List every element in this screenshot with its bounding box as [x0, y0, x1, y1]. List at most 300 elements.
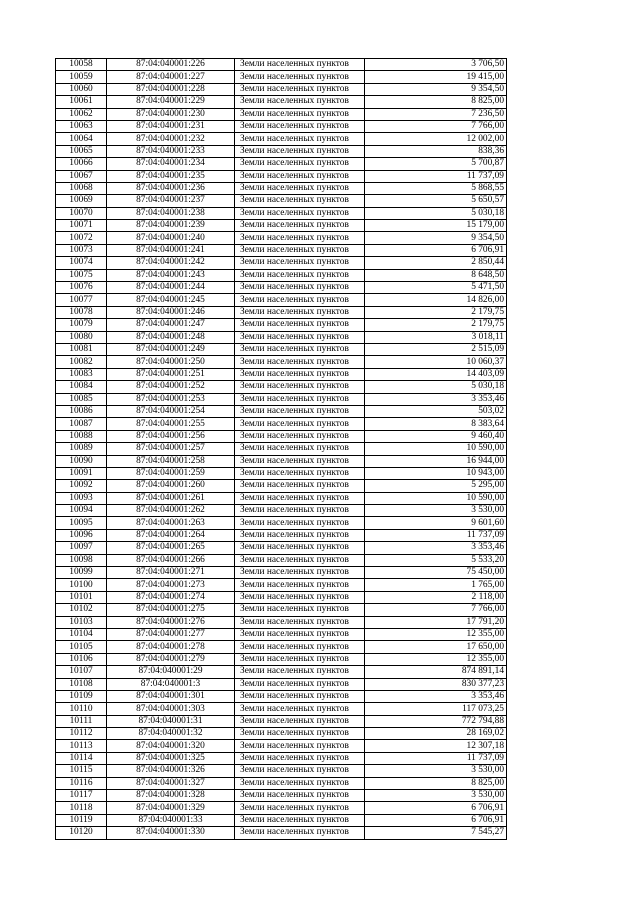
- row-number-cell: 10081: [56, 343, 107, 355]
- table-row: [56, 393, 507, 405]
- value-cell: 10 590,00: [365, 492, 507, 504]
- row-number-cell: 10097: [56, 542, 107, 554]
- table-row: [56, 195, 507, 207]
- value-cell: 5 030,18: [365, 207, 507, 219]
- land-category-cell: Земли населенных пунктов: [235, 666, 365, 678]
- land-category-cell: Земли населенных пунктов: [235, 257, 365, 269]
- cadastral-number-cell: 87:04:040001:33: [107, 814, 235, 826]
- table-row: [56, 455, 507, 467]
- value-cell: 9 460,40: [365, 430, 507, 442]
- row-number-cell: 10119: [56, 814, 107, 826]
- row-number-cell: 10113: [56, 740, 107, 752]
- land-category-cell: Земли населенных пунктов: [235, 443, 365, 455]
- value-cell: 10 590,00: [365, 443, 507, 455]
- table-row: [56, 207, 507, 219]
- land-category-cell: Земли населенных пунктов: [235, 591, 365, 603]
- land-category-cell: Земли населенных пунктов: [235, 579, 365, 591]
- table-row: [56, 480, 507, 492]
- table-row: [56, 604, 507, 616]
- land-category-cell: Земли населенных пунктов: [235, 728, 365, 740]
- land-category-cell: Земли населенных пунктов: [235, 529, 365, 541]
- land-category-cell: Земли населенных пунктов: [235, 628, 365, 640]
- cadastral-number-cell: 87:04:040001:255: [107, 418, 235, 430]
- row-number-cell: 10101: [56, 591, 107, 603]
- table-body: [56, 59, 507, 840]
- cadastral-number-cell: 87:04:040001:277: [107, 628, 235, 640]
- row-number-cell: 10078: [56, 306, 107, 318]
- cadastral-number-cell: 87:04:040001:273: [107, 579, 235, 591]
- value-cell: 9 354,50: [365, 232, 507, 244]
- cadastral-number-cell: 87:04:040001:229: [107, 96, 235, 108]
- row-number-cell: 10120: [56, 827, 107, 839]
- table-row: [56, 244, 507, 256]
- cadastral-number-cell: 87:04:040001:232: [107, 133, 235, 145]
- table-row: [56, 814, 507, 826]
- table-row: [56, 96, 507, 108]
- value-cell: 15 179,00: [365, 220, 507, 232]
- row-number-cell: 10068: [56, 182, 107, 194]
- cadastral-number-cell: 87:04:040001:254: [107, 405, 235, 417]
- row-number-cell: 10064: [56, 133, 107, 145]
- cadastral-number-cell: 87:04:040001:243: [107, 269, 235, 281]
- row-number-cell: 10093: [56, 492, 107, 504]
- value-cell: 503,02: [365, 405, 507, 417]
- table-row: [56, 220, 507, 232]
- value-cell: 3 706,50: [365, 59, 507, 71]
- table-row: [56, 257, 507, 269]
- table-row: [56, 554, 507, 566]
- cadastral-number-cell: 87:04:040001:235: [107, 170, 235, 182]
- row-number-cell: 10103: [56, 616, 107, 628]
- land-category-cell: Земли населенных пунктов: [235, 59, 365, 71]
- value-cell: 2 179,75: [365, 319, 507, 331]
- table-row: [56, 430, 507, 442]
- land-category-cell: Земли населенных пунктов: [235, 802, 365, 814]
- land-category-cell: Земли населенных пунктов: [235, 418, 365, 430]
- land-category-cell: Земли населенных пунктов: [235, 690, 365, 702]
- cadastral-number-cell: 87:04:040001:263: [107, 517, 235, 529]
- value-cell: 6 706,91: [365, 814, 507, 826]
- cadastral-number-cell: 87:04:040001:265: [107, 542, 235, 554]
- cadastral-number-cell: 87:04:040001:327: [107, 777, 235, 789]
- value-cell: 10 060,37: [365, 356, 507, 368]
- row-number-cell: 10096: [56, 529, 107, 541]
- value-cell: 3 018,11: [365, 331, 507, 343]
- land-category-cell: Земли населенных пунктов: [235, 715, 365, 727]
- land-category-cell: Земли населенных пунктов: [235, 120, 365, 132]
- land-category-cell: Земли населенных пунктов: [235, 170, 365, 182]
- value-cell: 8 648,50: [365, 269, 507, 281]
- land-category-cell: Земли населенных пунктов: [235, 554, 365, 566]
- cadastral-number-cell: 87:04:040001:328: [107, 790, 235, 802]
- value-cell: 772 794,88: [365, 715, 507, 727]
- row-number-cell: 10108: [56, 678, 107, 690]
- row-number-cell: 10073: [56, 244, 107, 256]
- cadastral-number-cell: 87:04:040001:227: [107, 71, 235, 83]
- land-category-cell: Земли населенных пунктов: [235, 641, 365, 653]
- value-cell: 19 415,00: [365, 71, 507, 83]
- cadastral-number-cell: 87:04:040001:234: [107, 158, 235, 170]
- cadastral-number-cell: 87:04:040001:261: [107, 492, 235, 504]
- land-category-cell: Земли населенных пунктов: [235, 517, 365, 529]
- land-category-cell: Земли населенных пунктов: [235, 480, 365, 492]
- table-row: [56, 827, 507, 839]
- cadastral-number-cell: 87:04:040001:226: [107, 59, 235, 71]
- cadastral-number-cell: 87:04:040001:239: [107, 220, 235, 232]
- cadastral-number-cell: 87:04:040001:29: [107, 666, 235, 678]
- cadastral-number-cell: 87:04:040001:241: [107, 244, 235, 256]
- cadastral-number-cell: 87:04:040001:330: [107, 827, 235, 839]
- table-row: [56, 269, 507, 281]
- value-cell: 9 601,60: [365, 517, 507, 529]
- land-category-cell: Земли населенных пунктов: [235, 703, 365, 715]
- row-number-cell: 10115: [56, 765, 107, 777]
- table-row: [56, 158, 507, 170]
- table-row: [56, 381, 507, 393]
- row-number-cell: 10098: [56, 554, 107, 566]
- value-cell: 14 826,00: [365, 294, 507, 306]
- row-number-cell: 10082: [56, 356, 107, 368]
- value-cell: 5 868,55: [365, 182, 507, 194]
- row-number-cell: 10065: [56, 145, 107, 157]
- value-cell: 12 355,00: [365, 653, 507, 665]
- land-category-cell: Земли населенных пунктов: [235, 331, 365, 343]
- cadastral-number-cell: 87:04:040001:233: [107, 145, 235, 157]
- table-row: [56, 740, 507, 752]
- value-cell: 8 825,00: [365, 777, 507, 789]
- row-number-cell: 10107: [56, 666, 107, 678]
- table-row: [56, 133, 507, 145]
- land-category-cell: Земли населенных пунктов: [235, 356, 365, 368]
- table-row: [56, 752, 507, 764]
- land-category-cell: Земли населенных пунктов: [235, 71, 365, 83]
- land-category-cell: Земли населенных пунктов: [235, 542, 365, 554]
- cadastral-number-cell: 87:04:040001:3: [107, 678, 235, 690]
- land-category-cell: Земли населенных пунктов: [235, 467, 365, 479]
- table-row: [56, 405, 507, 417]
- land-category-cell: Земли населенных пунктов: [235, 207, 365, 219]
- value-cell: 3 530,00: [365, 765, 507, 777]
- table-row: [56, 529, 507, 541]
- table-row: [56, 294, 507, 306]
- table-row: [56, 802, 507, 814]
- row-number-cell: 10085: [56, 393, 107, 405]
- value-cell: 5 030,18: [365, 381, 507, 393]
- row-number-cell: 10075: [56, 269, 107, 281]
- cadastral-number-cell: 87:04:040001:257: [107, 443, 235, 455]
- table-row: [56, 492, 507, 504]
- cadastral-number-cell: 87:04:040001:326: [107, 765, 235, 777]
- row-number-cell: 10094: [56, 505, 107, 517]
- table-row: [56, 628, 507, 640]
- table-row: [56, 641, 507, 653]
- cadastral-number-cell: 87:04:040001:264: [107, 529, 235, 541]
- cadastral-number-cell: 87:04:040001:230: [107, 108, 235, 120]
- land-category-cell: Земли населенных пунктов: [235, 827, 365, 839]
- value-cell: 12 307,18: [365, 740, 507, 752]
- land-category-cell: Земли населенных пунктов: [235, 282, 365, 294]
- land-category-cell: Земли населенных пунктов: [235, 108, 365, 120]
- value-cell: 2 179,75: [365, 306, 507, 318]
- row-number-cell: 10089: [56, 443, 107, 455]
- table-row: [56, 182, 507, 194]
- row-number-cell: 10111: [56, 715, 107, 727]
- row-number-cell: 10114: [56, 752, 107, 764]
- table-row: [56, 653, 507, 665]
- table-row: [56, 356, 507, 368]
- cadastral-number-cell: 87:04:040001:303: [107, 703, 235, 715]
- value-cell: 75 450,00: [365, 567, 507, 579]
- land-category-cell: Земли населенных пунктов: [235, 777, 365, 789]
- cadastral-number-cell: 87:04:040001:238: [107, 207, 235, 219]
- value-cell: 8 383,64: [365, 418, 507, 430]
- value-cell: 5 533,20: [365, 554, 507, 566]
- land-category-cell: Земли населенных пунктов: [235, 368, 365, 380]
- land-category-cell: Земли населенных пунктов: [235, 381, 365, 393]
- cadastral-number-cell: 87:04:040001:246: [107, 306, 235, 318]
- cadastral-number-cell: 87:04:040001:260: [107, 480, 235, 492]
- table-row: [56, 678, 507, 690]
- cadastral-number-cell: 87:04:040001:258: [107, 455, 235, 467]
- table-row: [56, 343, 507, 355]
- cadastral-number-cell: 87:04:040001:244: [107, 282, 235, 294]
- land-category-cell: Земли населенных пунктов: [235, 343, 365, 355]
- land-category-cell: Земли населенных пунктов: [235, 319, 365, 331]
- table-row: [56, 790, 507, 802]
- land-category-cell: Земли населенных пунктов: [235, 492, 365, 504]
- row-number-cell: 10074: [56, 257, 107, 269]
- land-category-cell: Земли населенных пунктов: [235, 678, 365, 690]
- row-number-cell: 10062: [56, 108, 107, 120]
- cadastral-number-cell: 87:04:040001:250: [107, 356, 235, 368]
- table-row: [56, 418, 507, 430]
- land-category-cell: Земли населенных пунктов: [235, 430, 365, 442]
- row-number-cell: 10095: [56, 517, 107, 529]
- row-number-cell: 10099: [56, 567, 107, 579]
- land-category-cell: Земли населенных пунктов: [235, 158, 365, 170]
- table-row: [56, 306, 507, 318]
- table-row: [56, 71, 507, 83]
- value-cell: 6 706,91: [365, 802, 507, 814]
- value-cell: 3 353,46: [365, 393, 507, 405]
- value-cell: 2 515,09: [365, 343, 507, 355]
- row-number-cell: 10090: [56, 455, 107, 467]
- cadastral-number-cell: 87:04:040001:301: [107, 690, 235, 702]
- row-number-cell: 10070: [56, 207, 107, 219]
- row-number-cell: 10109: [56, 690, 107, 702]
- row-number-cell: 10080: [56, 331, 107, 343]
- value-cell: 3 353,46: [365, 690, 507, 702]
- table-row: [56, 443, 507, 455]
- row-number-cell: 10106: [56, 653, 107, 665]
- cadastral-number-cell: 87:04:040001:271: [107, 567, 235, 579]
- row-number-cell: 10083: [56, 368, 107, 380]
- land-category-cell: Земли населенных пунктов: [235, 133, 365, 145]
- land-category-cell: Земли населенных пунктов: [235, 790, 365, 802]
- row-number-cell: 10092: [56, 480, 107, 492]
- row-number-cell: 10117: [56, 790, 107, 802]
- value-cell: 7 766,00: [365, 120, 507, 132]
- table-row: [56, 703, 507, 715]
- row-number-cell: 10067: [56, 170, 107, 182]
- value-cell: 838,36: [365, 145, 507, 157]
- cadastral-number-cell: 87:04:040001:253: [107, 393, 235, 405]
- table-row: [56, 765, 507, 777]
- value-cell: 14 403,09: [365, 368, 507, 380]
- table-row: [56, 108, 507, 120]
- cadastral-number-cell: 87:04:040001:247: [107, 319, 235, 331]
- row-number-cell: 10076: [56, 282, 107, 294]
- land-category-cell: Земли населенных пунктов: [235, 145, 365, 157]
- value-cell: 7 766,00: [365, 604, 507, 616]
- row-number-cell: 10079: [56, 319, 107, 331]
- value-cell: 11 737,09: [365, 529, 507, 541]
- land-category-cell: Земли населенных пунктов: [235, 306, 365, 318]
- land-category-cell: Земли населенных пунктов: [235, 195, 365, 207]
- land-category-cell: Земли населенных пунктов: [235, 604, 365, 616]
- land-category-cell: Земли населенных пунктов: [235, 393, 365, 405]
- cadastral-number-cell: 87:04:040001:252: [107, 381, 235, 393]
- row-number-cell: 10060: [56, 83, 107, 95]
- value-cell: 28 169,02: [365, 728, 507, 740]
- row-number-cell: 10087: [56, 418, 107, 430]
- value-cell: 12 355,00: [365, 628, 507, 640]
- value-cell: 6 706,91: [365, 244, 507, 256]
- cadastral-number-cell: 87:04:040001:266: [107, 554, 235, 566]
- value-cell: 8 825,00: [365, 96, 507, 108]
- land-category-cell: Земли населенных пунктов: [235, 505, 365, 517]
- table-row: [56, 368, 507, 380]
- land-category-cell: Земли населенных пунктов: [235, 653, 365, 665]
- row-number-cell: 10116: [56, 777, 107, 789]
- land-category-cell: Земли населенных пунктов: [235, 96, 365, 108]
- cadastral-number-cell: 87:04:040001:31: [107, 715, 235, 727]
- table-row: [56, 666, 507, 678]
- value-cell: 830 377,23: [365, 678, 507, 690]
- cadastral-number-cell: 87:04:040001:245: [107, 294, 235, 306]
- row-number-cell: 10088: [56, 430, 107, 442]
- table-row: [56, 282, 507, 294]
- row-number-cell: 10069: [56, 195, 107, 207]
- value-cell: 11 737,09: [365, 170, 507, 182]
- land-registry-table: [55, 58, 507, 840]
- cadastral-number-cell: 87:04:040001:275: [107, 604, 235, 616]
- row-number-cell: 10077: [56, 294, 107, 306]
- cadastral-number-cell: 87:04:040001:228: [107, 83, 235, 95]
- table-row: [56, 567, 507, 579]
- cadastral-number-cell: 87:04:040001:231: [107, 120, 235, 132]
- cadastral-number-cell: 87:04:040001:259: [107, 467, 235, 479]
- table-row: [56, 120, 507, 132]
- row-number-cell: 10086: [56, 405, 107, 417]
- land-category-cell: Земли населенных пунктов: [235, 752, 365, 764]
- table-row: [56, 505, 507, 517]
- cadastral-number-cell: 87:04:040001:249: [107, 343, 235, 355]
- land-category-cell: Земли населенных пунктов: [235, 405, 365, 417]
- value-cell: 5 295,00: [365, 480, 507, 492]
- value-cell: 117 073,25: [365, 703, 507, 715]
- land-category-cell: Земли населенных пунктов: [235, 765, 365, 777]
- cadastral-number-cell: 87:04:040001:325: [107, 752, 235, 764]
- row-number-cell: 10112: [56, 728, 107, 740]
- value-cell: 16 944,00: [365, 455, 507, 467]
- cadastral-number-cell: 87:04:040001:329: [107, 802, 235, 814]
- value-cell: 7 236,50: [365, 108, 507, 120]
- row-number-cell: 10061: [56, 96, 107, 108]
- value-cell: 2 850,44: [365, 257, 507, 269]
- land-category-cell: Земли населенных пунктов: [235, 182, 365, 194]
- cadastral-number-cell: 87:04:040001:278: [107, 641, 235, 653]
- value-cell: 17 650,00: [365, 641, 507, 653]
- land-category-cell: Земли населенных пунктов: [235, 616, 365, 628]
- value-cell: 12 002,00: [365, 133, 507, 145]
- table-row: [56, 728, 507, 740]
- cadastral-number-cell: 87:04:040001:242: [107, 257, 235, 269]
- table-row: [56, 467, 507, 479]
- cadastral-number-cell: 87:04:040001:256: [107, 430, 235, 442]
- land-category-cell: Земли населенных пунктов: [235, 294, 365, 306]
- table-row: [56, 331, 507, 343]
- value-cell: 2 118,00: [365, 591, 507, 603]
- land-category-cell: Земли населенных пунктов: [235, 83, 365, 95]
- value-cell: 10 943,00: [365, 467, 507, 479]
- table-row: [56, 517, 507, 529]
- cadastral-number-cell: 87:04:040001:274: [107, 591, 235, 603]
- land-category-cell: Земли населенных пунктов: [235, 740, 365, 752]
- cadastral-number-cell: 87:04:040001:262: [107, 505, 235, 517]
- table-row: [56, 715, 507, 727]
- row-number-cell: 10102: [56, 604, 107, 616]
- value-cell: 17 791,20: [365, 616, 507, 628]
- table-row: [56, 777, 507, 789]
- row-number-cell: 10072: [56, 232, 107, 244]
- value-cell: 5 471,50: [365, 282, 507, 294]
- row-number-cell: 10104: [56, 628, 107, 640]
- row-number-cell: 10066: [56, 158, 107, 170]
- land-category-cell: Земли населенных пунктов: [235, 269, 365, 281]
- value-cell: 11 737,09: [365, 752, 507, 764]
- land-category-cell: Земли населенных пунктов: [235, 455, 365, 467]
- row-number-cell: 10110: [56, 703, 107, 715]
- table-row: [56, 542, 507, 554]
- value-cell: 7 545,27: [365, 827, 507, 839]
- cadastral-number-cell: 87:04:040001:240: [107, 232, 235, 244]
- table-row: [56, 690, 507, 702]
- cadastral-number-cell: 87:04:040001:32: [107, 728, 235, 740]
- value-cell: 3 530,00: [365, 790, 507, 802]
- land-category-cell: Земли населенных пунктов: [235, 244, 365, 256]
- value-cell: 874 891,14: [365, 666, 507, 678]
- value-cell: 5 650,57: [365, 195, 507, 207]
- cadastral-number-cell: 87:04:040001:251: [107, 368, 235, 380]
- row-number-cell: 10105: [56, 641, 107, 653]
- row-number-cell: 10059: [56, 71, 107, 83]
- value-cell: 5 700,87: [365, 158, 507, 170]
- table-row: [56, 616, 507, 628]
- land-category-cell: Земли населенных пунктов: [235, 220, 365, 232]
- table-row: [56, 232, 507, 244]
- cadastral-number-cell: 87:04:040001:320: [107, 740, 235, 752]
- value-cell: 3 353,46: [365, 542, 507, 554]
- table-row: [56, 579, 507, 591]
- table-row: [56, 83, 507, 95]
- table-row: [56, 170, 507, 182]
- land-category-cell: Земли населенных пунктов: [235, 232, 365, 244]
- table-row: [56, 59, 507, 71]
- row-number-cell: 10091: [56, 467, 107, 479]
- cadastral-number-cell: 87:04:040001:237: [107, 195, 235, 207]
- row-number-cell: 10084: [56, 381, 107, 393]
